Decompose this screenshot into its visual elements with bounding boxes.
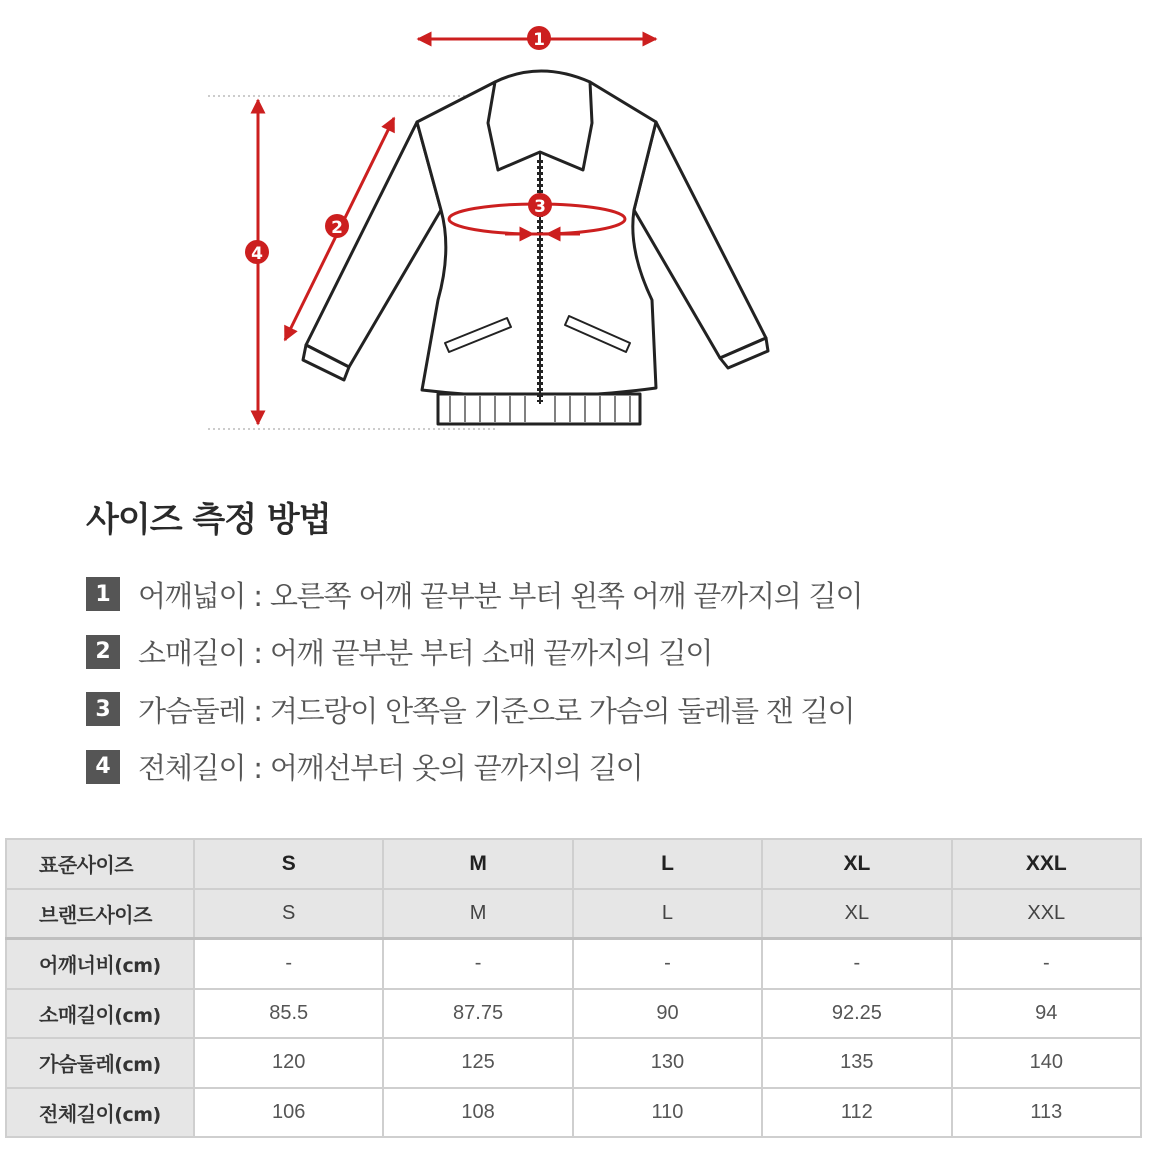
table-cell: 135 (762, 1038, 951, 1088)
table-row-brand-size (6, 889, 1141, 939)
row-header: 전체길이(cm) (6, 1088, 194, 1138)
list-item (86, 689, 862, 729)
row-header: 가슴둘레(cm) (6, 1038, 194, 1088)
number-badge: 1 (86, 577, 120, 611)
section-title: 사이즈 측정 방법 (86, 500, 331, 540)
table-row-standard-size (6, 839, 1141, 889)
table-row-chest (6, 1038, 1141, 1088)
number-badge: 4 (86, 750, 120, 784)
number-badge: 2 (86, 635, 120, 669)
table-cell: 85.5 (194, 989, 383, 1039)
table-cell: XXL (952, 889, 1141, 939)
table-cell: XL (762, 839, 951, 889)
table-cell: - (952, 939, 1141, 989)
table-cell: L (573, 889, 762, 939)
measurement-description: 가슴둘레 : 겨드랑이 안쪽을 기준으로 가슴의 둘레를 잰 길이 (138, 693, 855, 728)
measurement-list (86, 574, 862, 804)
table-cell: 113 (952, 1088, 1141, 1138)
table-cell: XXL (952, 839, 1141, 889)
row-header: 표준사이즈 (6, 839, 194, 889)
marker-3 (528, 193, 552, 217)
marker-1 (527, 26, 551, 50)
measurement-description: 어깨넓이 : 오른쪽 어깨 끝부분 부터 왼쪽 어깨 끝까지의 길이 (138, 578, 863, 613)
table-cell: L (573, 839, 762, 889)
table-cell: 108 (383, 1088, 572, 1138)
marker-2 (325, 214, 349, 238)
measurement-description: 소매길이 : 어깨 끝부분 부터 소매 끝까지의 길이 (138, 636, 713, 670)
table-row-sleeve (6, 989, 1141, 1039)
table-cell: S (194, 839, 383, 889)
size-table (5, 838, 1142, 1138)
list-item (86, 632, 862, 672)
table-cell: M (383, 889, 572, 939)
row-header: 브랜드사이즈 (6, 889, 194, 939)
svg-text:1: 1 (533, 30, 545, 50)
table-cell: 130 (573, 1038, 762, 1088)
table-cell: - (573, 939, 762, 989)
table-cell: 140 (952, 1038, 1141, 1088)
table-cell: S (194, 889, 383, 939)
jacket-measurement-diagram (0, 0, 1154, 450)
table-row-total-length (6, 1088, 1141, 1138)
table-cell: 125 (383, 1038, 572, 1088)
table-cell: 92.25 (762, 989, 951, 1039)
list-item (86, 574, 862, 614)
svg-text:3: 3 (534, 197, 546, 217)
measurement-description: 전체길이 : 어깨선부터 옷의 끝까지의 길이 (138, 751, 643, 785)
row-header: 소매길이(cm) (6, 989, 194, 1039)
row-header: 어깨너비(cm) (6, 939, 194, 989)
list-item (86, 747, 862, 787)
table-row-shoulder (6, 939, 1141, 989)
table-cell: M (383, 839, 572, 889)
svg-text:2: 2 (331, 218, 343, 238)
table-cell: 120 (194, 1038, 383, 1088)
table-cell: 94 (952, 989, 1141, 1039)
table-cell: - (383, 939, 572, 989)
marker-4 (245, 240, 269, 264)
table-cell: 87.75 (383, 989, 572, 1039)
table-cell: XL (762, 889, 951, 939)
svg-text:4: 4 (251, 244, 263, 264)
number-badge: 3 (86, 692, 120, 726)
table-cell: 90 (573, 989, 762, 1039)
table-cell: 106 (194, 1088, 383, 1138)
table-cell: 110 (573, 1088, 762, 1138)
table-cell: - (762, 939, 951, 989)
table-cell: - (194, 939, 383, 989)
table-cell: 112 (762, 1088, 951, 1138)
jacket-illustration (303, 71, 768, 424)
